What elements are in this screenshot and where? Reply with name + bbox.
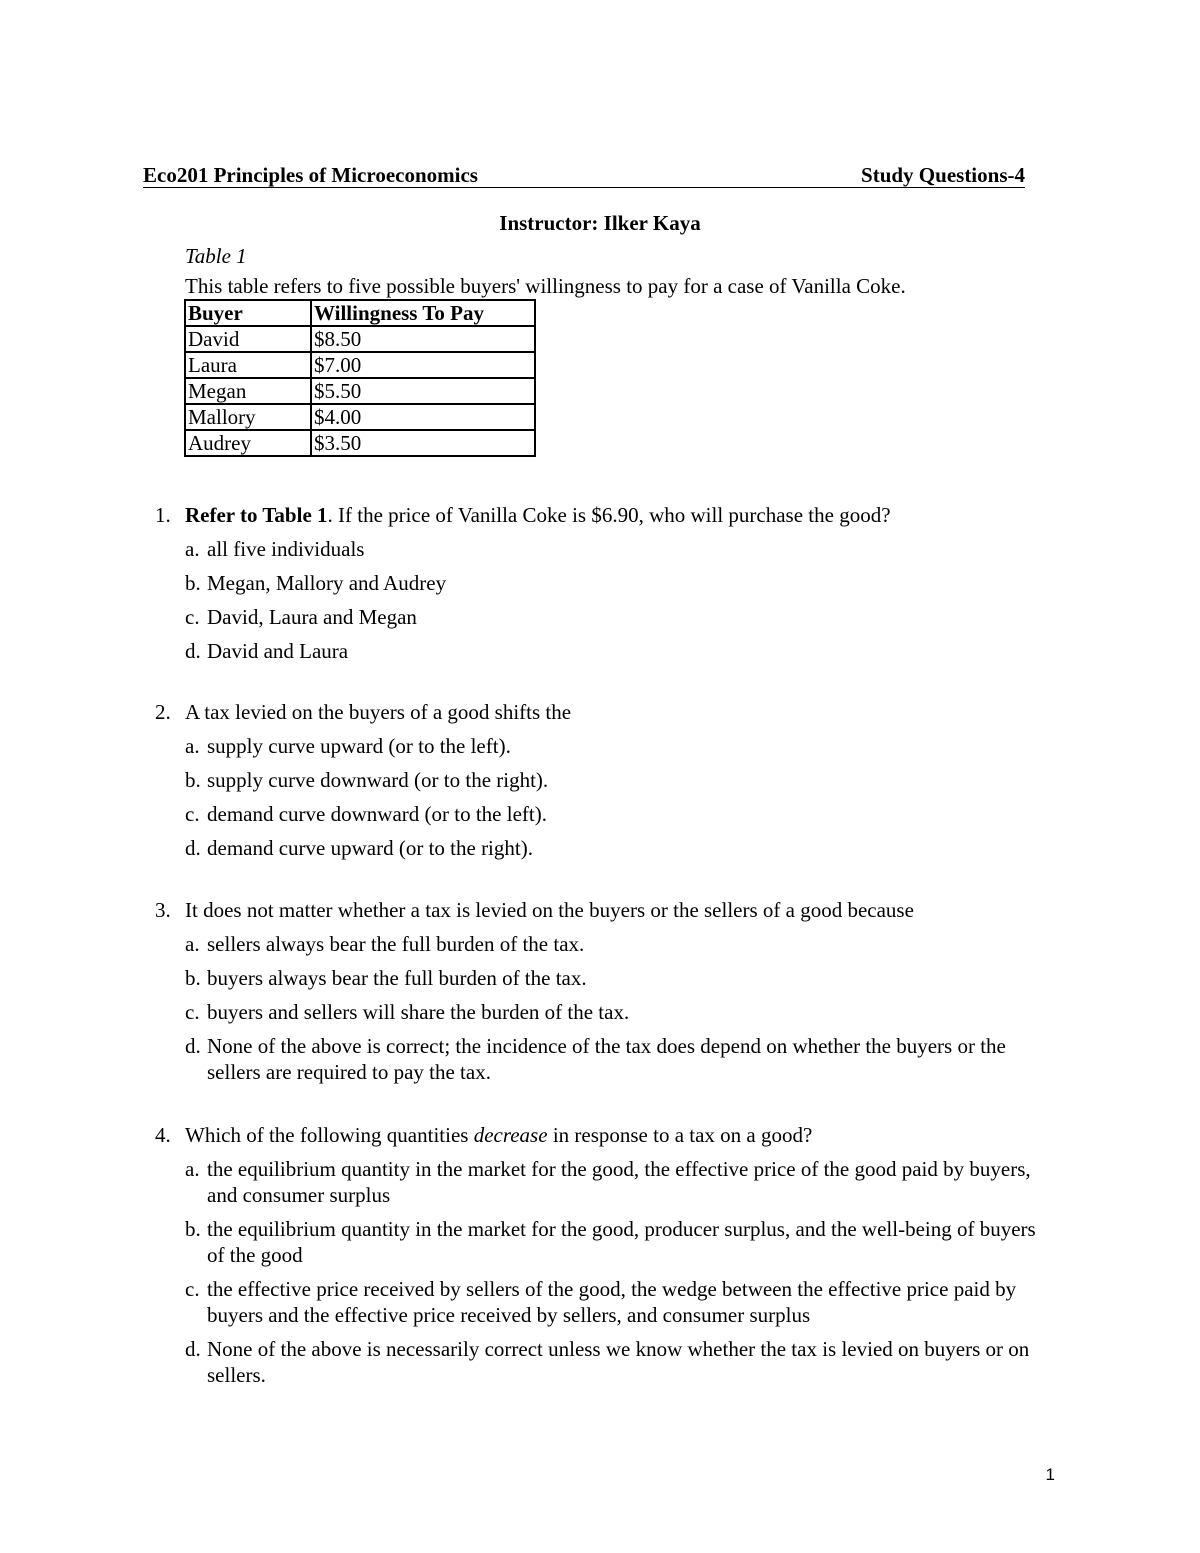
willingness-to-pay-table [184, 299, 536, 457]
option-text: David, Laura and Megan [207, 605, 417, 629]
question-2 [155, 699, 1055, 861]
option-letter: c. [185, 1277, 200, 1301]
stem-text: A tax levied on the buyers of a good shifts the [185, 700, 572, 724]
option-text: None of the above is necessarily correct unless we know whether the tax is levied on buyers or on sellers. [207, 1337, 1030, 1387]
question-number: 4. [155, 1123, 171, 1147]
stem-text: . If the price of Vanilla Coke is $6.90, who will purchase the good? [327, 503, 891, 527]
option-text: supply curve upward (or to the left). [207, 734, 511, 758]
option-text: buyers always bear the full burden of the tax. [207, 966, 587, 990]
option-text: David and Laura [207, 639, 349, 663]
header-underline [143, 187, 1025, 188]
wtp-cell: $3.50 [311, 430, 535, 456]
page-number: 1 [1045, 1465, 1055, 1484]
table-row [185, 404, 535, 430]
question-1 [155, 502, 1055, 664]
question-number: 2. [155, 700, 171, 724]
table-row [185, 326, 535, 352]
option-d [155, 638, 1055, 664]
option-a [155, 733, 1055, 759]
option-b [155, 570, 1055, 596]
column-header-buyer: Buyer [185, 300, 311, 326]
stem-bold: Refer to Table 1 [185, 503, 328, 527]
option-b [155, 767, 1055, 793]
wtp-cell: $4.00 [311, 404, 535, 430]
wtp-cell: $8.50 [311, 326, 535, 352]
question-stem [155, 699, 1055, 725]
option-text: buyers and sellers will share the burden of the tax. [207, 1000, 630, 1024]
option-b [155, 1216, 1055, 1268]
table-caption: This table refers to five possible buyers' willingness to pay for a case of Vanilla Coke. [185, 274, 906, 298]
buyer-cell: Laura [185, 352, 311, 378]
option-text: the equilibrium quantity in the market for the good, the effective price of the good paid by buyers, and consumer surplus [207, 1157, 1031, 1207]
buyer-cell: Mallory [185, 404, 311, 430]
option-c [155, 1276, 1055, 1328]
option-letter: c. [185, 802, 200, 826]
option-letter: d. [185, 1337, 201, 1361]
option-text: demand curve upward (or to the right). [207, 836, 533, 860]
buyer-cell: Megan [185, 378, 311, 404]
question-4 [155, 1122, 1055, 1388]
option-letter: b. [185, 768, 201, 792]
option-letter: b. [185, 1217, 201, 1241]
option-letter: d. [185, 836, 201, 860]
option-text: the equilibrium quantity in the market for the good, producer surplus, and the well-being of buyers of the good [207, 1217, 1036, 1267]
wtp-cell: $5.50 [311, 378, 535, 404]
option-d [155, 835, 1055, 861]
option-c [155, 999, 1055, 1025]
option-text: the effective price received by sellers of the good, the wedge between the effective price paid by buyers and the effective price received by sellers, and consumer surplus [207, 1277, 1017, 1327]
option-a [155, 931, 1055, 957]
option-letter: c. [185, 1000, 200, 1024]
option-letter: b. [185, 571, 201, 595]
table-label: Table 1 [185, 244, 247, 268]
question-number: 1. [155, 503, 171, 527]
option-d [155, 1336, 1055, 1388]
page-header [143, 163, 1025, 191]
option-letter: a. [185, 1157, 200, 1181]
option-a [155, 536, 1055, 562]
table-row [185, 378, 535, 404]
wtp-cell: $7.00 [311, 352, 535, 378]
option-text: Megan, Mallory and Audrey [207, 571, 447, 595]
option-b [155, 965, 1055, 991]
question-number: 3. [155, 898, 171, 922]
option-c [155, 604, 1055, 630]
option-letter: b. [185, 966, 201, 990]
option-c [155, 801, 1055, 827]
stem-italic: decrease [473, 1123, 548, 1147]
option-text: None of the above is correct; the incidence of the tax does depend on whether the buyers or the sellers are required to pay the tax. [207, 1034, 1006, 1084]
study-questions-label: Study Questions-4 [861, 163, 1025, 187]
buyer-cell: David [185, 326, 311, 352]
option-a [155, 1156, 1055, 1208]
option-d [155, 1033, 1055, 1085]
option-letter: a. [185, 537, 200, 561]
option-text: all five individuals [207, 537, 365, 561]
question-stem [155, 502, 1055, 528]
option-letter: a. [185, 932, 200, 956]
buyer-cell: Audrey [185, 430, 311, 456]
option-text: sellers always bear the full burden of the tax. [207, 932, 585, 956]
stem-text: in response to a tax on a good? [547, 1123, 813, 1147]
option-letter: c. [185, 605, 200, 629]
stem-text: Which of the following quantities [185, 1123, 474, 1147]
column-header-willingness: Willingness To Pay [311, 300, 535, 326]
option-letter: a. [185, 734, 200, 758]
option-text: demand curve downward (or to the left). [207, 802, 547, 826]
table-header-row [185, 300, 535, 326]
option-text: supply curve downward (or to the right). [207, 768, 549, 792]
table-row [185, 430, 535, 456]
question-stem [155, 897, 1055, 923]
stem-text: It does not matter whether a tax is levied on the buyers or the sellers of a good because [185, 898, 914, 922]
instructor-line: Instructor: Ilker Kaya [499, 211, 701, 235]
table-row [185, 352, 535, 378]
question-stem [155, 1122, 1055, 1148]
option-letter: d. [185, 1034, 201, 1058]
course-title: Eco201 Principles of Microeconomics [143, 163, 478, 187]
option-letter: d. [185, 639, 201, 663]
question-3 [155, 897, 1055, 1085]
